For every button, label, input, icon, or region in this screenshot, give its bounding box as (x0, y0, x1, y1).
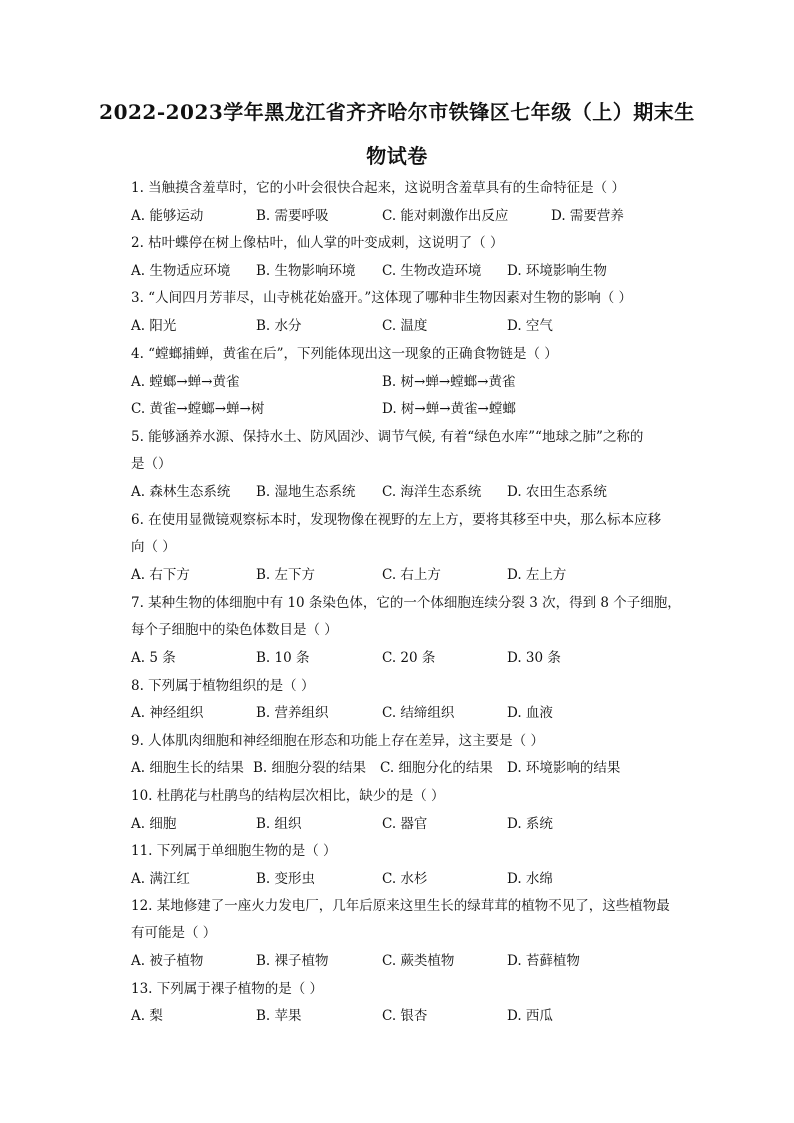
question-12-option-a: A. 被子植物 (131, 953, 204, 969)
question-13-option-a: A. 梨 (131, 1008, 163, 1024)
question-10-option-d: D. 系统 (507, 816, 553, 832)
question-2-stem: 2. 枯叶蝶停在树上像枯叶，仙人掌的叶变成刺，这说明了（ ） (131, 235, 504, 251)
question-1-option-d: D. 需要营养 (551, 208, 624, 224)
question-2-option-b: B. 生物影响环境 (256, 263, 356, 279)
question-6-stem-line-1: 6. 在使用显微镜观察标本时，发现物像在视野的左上方，要将其移至中央，那么标本应移 (131, 512, 662, 528)
question-3-option-c: C. 温度 (382, 318, 428, 334)
question-7-option-a: A. 5 条 (131, 650, 176, 666)
question-8-stem: 8. 下列属于植物组织的是（ ） (131, 678, 315, 694)
question-3-option-d: D. 空气 (507, 318, 553, 334)
question-5-stem-line-2: 是（） (131, 456, 172, 472)
question-6-option-b: B. 左下方 (256, 567, 316, 583)
question-5-option-b: B. 湿地生态系统 (256, 484, 356, 500)
question-11-option-a: A. 满江红 (131, 871, 190, 887)
question-10-option-a: A. 细胞 (131, 816, 177, 832)
question-8-option-a: A. 神经组织 (131, 705, 204, 721)
question-13-option-d: D. 西瓜 (507, 1008, 553, 1024)
question-12-option-c: C. 蕨类植物 (382, 953, 455, 969)
question-9-option-a: A. 细胞生长的结果 (131, 760, 244, 776)
question-1-option-b: B. 需要呼吸 (256, 208, 329, 224)
question-11-option-d: D. 水绵 (507, 871, 553, 887)
question-1-option-c: C. 能对刺激作出反应 (382, 208, 509, 224)
question-11-option-c: C. 水杉 (382, 871, 428, 887)
question-7-stem-line-1: 7. 某种生物的体细胞中有 10 条染色体，它的一个体细胞连续分裂 3 次，得到 8 个子细胞， (131, 595, 681, 611)
question-11-stem: 11. 下列属于单细胞生物的是（ ） (131, 843, 337, 859)
question-5-option-d: D. 农田生态系统 (507, 484, 607, 500)
question-4-option-b: B. 树→蝉→螳螂→黄雀 (382, 374, 516, 390)
question-7-stem-line-2: 每个子细胞中的染色体数目是（ ） (131, 622, 338, 638)
question-3-stem: 3. “人间四月芳菲尽，山寺桃花始盛开。”这体现了哪种非生物因素对生物的影响（ ） (131, 290, 633, 306)
question-6-option-d: D. 左上方 (507, 567, 567, 583)
question-5-stem-line-1: 5. 能够涵养水源、保持水土、防风固沙、调节气候, 有着“绿色水库”“地球之肺”之称的 (131, 429, 644, 445)
question-9-option-c: C. 细胞分化的结果 (380, 760, 493, 776)
question-5-option-a: A. 森林生态系统 (131, 484, 231, 500)
question-3-option-a: A. 阳光 (131, 318, 177, 334)
question-10-option-b: B. 组织 (256, 816, 302, 832)
question-2-option-a: A. 生物适应环境 (131, 263, 231, 279)
question-10-stem: 10. 杜鹃花与杜鹃鸟的结构层次相比，缺少的是（ ） (131, 788, 445, 804)
question-9-stem: 9. 人体肌肉细胞和神经细胞在形态和功能上存在差异，这主要是（ ） (131, 733, 544, 749)
question-4-option-a: A. 螳螂→蝉→黄雀 (131, 374, 240, 390)
exam-title-line-2: 物试卷 (366, 144, 428, 168)
question-13-stem: 13. 下列属于裸子植物的是（ ） (131, 981, 324, 997)
question-2-option-c: C. 生物改造环境 (382, 263, 482, 279)
question-9-option-d: D. 环境影响的结果 (507, 760, 621, 776)
question-12-option-b: B. 裸子植物 (256, 953, 329, 969)
question-9-option-b: B. 细胞分裂的结果 (253, 760, 367, 776)
question-2-option-d: D. 环境影响生物 (507, 263, 607, 279)
question-7-option-b: B. 10 条 (256, 650, 310, 666)
question-1-stem: 1. 当触摸含羞草时，它的小叶会很快合起来，这说明含羞草具有的生命特征是（ ） (131, 180, 625, 196)
question-4-stem: 4. “螳螂捕蝉，黄雀在后”，下列能体现出这一现象的正确食物链是（ ） (131, 346, 558, 362)
question-10-option-c: C. 器官 (382, 816, 428, 832)
question-8-option-d: D. 血液 (507, 705, 553, 721)
question-4-option-c: C. 黄雀→螳螂→蝉→树 (131, 401, 265, 417)
question-13-option-c: C. 银杏 (382, 1008, 428, 1024)
question-8-option-b: B. 营养组织 (256, 705, 329, 721)
question-4-option-d: D. 树→蝉→黄雀→螳螂 (382, 401, 516, 417)
question-6-option-c: C. 右上方 (382, 567, 441, 583)
question-12-option-d: D. 苔藓植物 (507, 953, 580, 969)
question-5-option-c: C. 海洋生态系统 (382, 484, 482, 500)
exam-title-line-1: 2022-2023学年黑龙江省齐齐哈尔市铁锋区七年级（上）期末生 (99, 100, 695, 124)
question-6-option-a: A. 右下方 (131, 567, 190, 583)
question-7-option-c: C. 20 条 (382, 650, 436, 666)
question-12-stem-line-1: 12. 某地修建了一座火力发电厂，几年后原来这里生长的绿茸茸的植物不见了，这些植物最 (131, 898, 670, 914)
question-13-option-b: B. 苹果 (256, 1008, 302, 1024)
question-11-option-b: B. 变形虫 (256, 871, 316, 887)
question-6-stem-line-2: 向（ ） (131, 539, 176, 555)
question-1-option-a: A. 能够运动 (131, 208, 204, 224)
question-12-stem-line-2: 有可能是（ ） (131, 925, 217, 941)
question-7-option-d: D. 30 条 (507, 650, 561, 666)
question-8-option-c: C. 结缔组织 (382, 705, 455, 721)
question-3-option-b: B. 水分 (256, 318, 302, 334)
